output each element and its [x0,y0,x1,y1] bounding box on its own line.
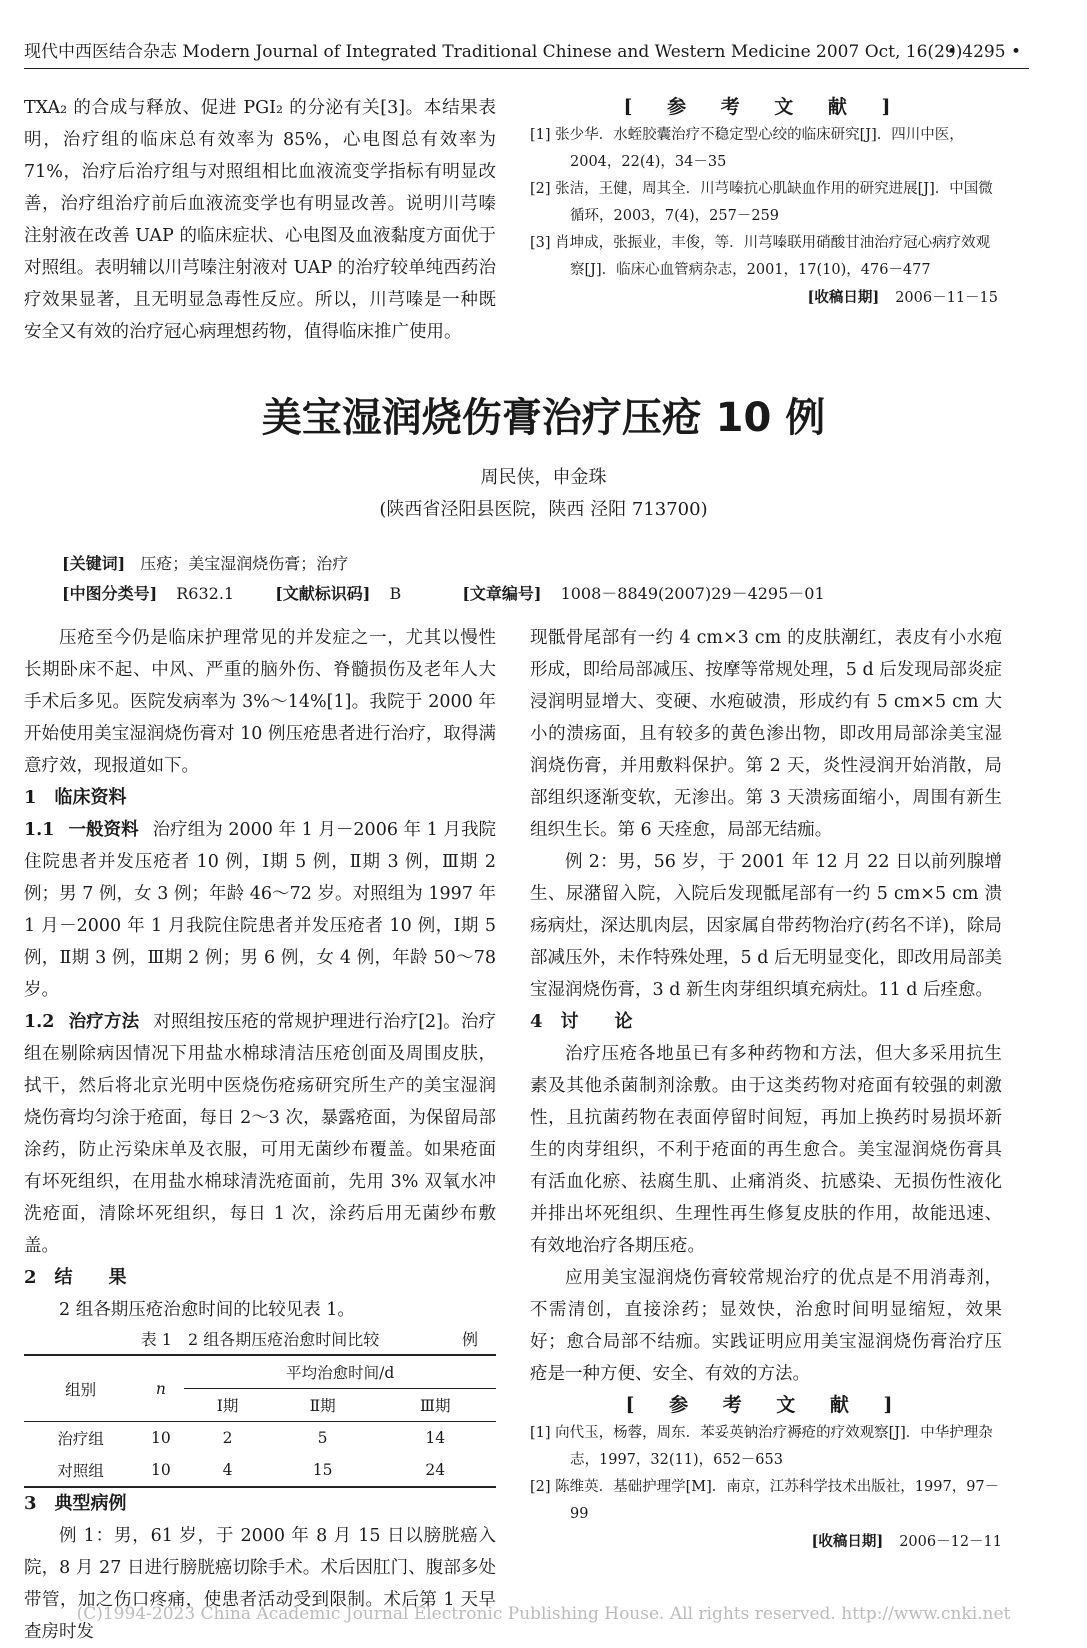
case-2-paragraph: 例 2：男，56 岁，于 2001 年 12 月 22 日以前列腺增生、尿潴留入院，入院后发现骶尾部有一约 5 cm×5 cm 溃疡病灶，深达肌肉层，因家属自带药物治疗(药名不详)，除局部减压外，未作特殊处理，5 d 后无明显变化，即改用局部美宝湿润烧伤膏，3 d 新生肉芽组织填充病灶。11 d 后痊愈。 [530,852,1002,1000]
section-heading: 1 临床资料 [24,787,127,808]
table-caption [24,1326,496,1354]
subsection-text: 治疗组为 2000 年 1 月－2006 年 1 月我院住院患者并发压疮者 10 例，Ⅰ期 5 例，Ⅱ期 3 例，Ⅲ期 2 例；男 7 例，女 3 例；年龄 46～72 岁。对照组为 1997 年 1 月－2000 年 1 月我院住院患者并发压疮者 10 例，Ⅰ期 5 例，Ⅱ期 3 例，Ⅲ期 2 例；男 6 例，女 4 例，年龄 50～78 岁。 [24,820,497,1000]
case-1-continued: 现骶骨尾部有一约 4 cm×3 cm 的皮肤潮红，表皮有小水疱形成，即给局部减压、按摩等常规处理，5 d 后发现局部炎症浸润明显增大、变硬、水疱破溃，形成约有 5 cm×5 cm 大小的溃疡面，且有较多的黄色渗出物，即改用局部涂美宝湿润烧伤膏，并用敷料保护。第 2 天，炎性浸润开始消散，局部组织逐渐变软，无渗出。第 3 天溃疡面缩小，周围有新生组织生长。第 6 天痊愈，局部无结痂。 [530,628,1002,840]
classification-line [62,582,825,606]
cell-value: 4 [222,1461,233,1479]
subsection-title: 一般资料 [68,820,139,840]
clc-label: [中图分类号] [62,584,158,603]
left-column [24,622,496,1648]
section-heading: 3 典型病例 [24,1493,127,1514]
page-number: • 4295 • [946,42,1021,62]
results-paragraph: 2 组各期压疮治愈时间的比较见表 1。 [59,1300,355,1320]
references-heading: [ 参 考 文 献 ] [625,1394,907,1416]
cell-value: 24 [425,1461,446,1479]
subsection-1-1 [24,814,496,1006]
reference-item: [1] 向代玉，杨蓉，周东．苯妥英钠治疗褥疮的疗效观察[J]．中华护理杂志，1997，32(11)，652－653 [530,1425,993,1468]
cell-value: 2 [222,1429,233,1447]
reference-item: [3] 肖坤成，张振业，丰俊，等．川芎嗪联用硝酸甘油治疗冠心病疗效观察[J]．临床心血管病杂志，2001，17(10)，476－477 [530,235,991,278]
prev-paragraph: TXA₂ 的合成与释放、促进 PGI₂ 的分泌有关[3]。本结果表明，治疗组的临床总有效率为 85%，心电图总有效率为 71%，治疗后治疗组与对照组相比血液流变学指标有明显改善，治疗组治疗前后血液流变学也有明显改善。说明川芎嗪注射液在改善 UAP 的临床症状、心电图及血液黏度方面优于对照组。表明辅以川芎嗪注射液对 UAP 的治疗较单纯西药治疗效果显著，且无明显急毒性反应。所以，川芎嗪是一种既安全又有效的治疗冠心病理想药物，值得临床推广使用。 [24,98,496,342]
subsection-text: 对照组按压疮的常规护理进行治疗[2]。治疗组在剔除病因情况下用盐水棉球清洁压疮创面及周围皮肤，拭干，然后将北京光明中医烧伤疮疡研究所生产的美宝湿润烧伤膏均匀涂于疮面，每日 2～3 次，暴露疮面，为保留局部涂药，防止污染床单及衣服，可用无菌纱布覆盖。如果疮面有坏死组织，在用盐水棉球清洗疮面前，先用 3% 双氧水冲洗疮面，清除坏死组织，每日 1 次，涂药后用无菌纱布敷盖。 [24,1012,497,1256]
prev-article-body [24,92,496,348]
col-header-stage: Ⅲ期 [375,1389,496,1422]
cell-value: 5 [317,1429,328,1447]
cell-value: 14 [425,1429,446,1447]
results-table [24,1354,496,1488]
references-heading: [ 参 考 文 献 ] [623,96,905,118]
journal-line: 现代中西医结合杂志 Modern Journal of Integrated Traditional Chinese and Western Medicine 2007 Oct, 16(29) [24,42,963,62]
doc-code: B [389,584,402,603]
clc-code: R632.1 [176,584,235,603]
article-authors: 周民侠，申金珠 [480,467,607,488]
received-label: [收稿日期] [811,1533,884,1550]
reference-item: [2] 张洁，王健，周其全．川芎嗪抗心肌缺血作用的研究进展[J]．中国微循环，2003，7(4)，257－259 [530,181,993,224]
received-label: [收稿日期] [807,289,880,306]
discussion-paragraph: 应用美宝湿润烧伤膏较常规治疗的优点是不用消毒剂，不需清创，直接涂药；显效快，治愈时间明显缩短，效果好；愈合局部不结痂。实践证明应用美宝湿润烧伤膏治疗压疮是一种方便、安全、有效的方法。 [530,1268,1002,1384]
cell-value: 15 [312,1461,333,1479]
reference-item: [2] 陈维英．基础护理学[M]．南京，江苏科学技术出版社，1997，97－99 [530,1479,1000,1522]
subsection-number: 1.1 [24,820,55,840]
section-heading: 4 讨 论 [530,1011,633,1032]
running-header [24,40,1029,69]
received-date-line [530,284,998,312]
col-header-time: 平均治愈时间/d [184,1355,496,1389]
cell-group: 治疗组 [57,1430,104,1448]
subsection-number: 1.2 [24,1012,55,1032]
cell-n: 10 [150,1429,171,1447]
subsection-1-2 [24,1006,496,1262]
subsection-title: 治疗方法 [68,1012,140,1032]
table-unit: 例 [461,1330,478,1349]
intro-paragraph: 压疮至今仍是临床护理常见的并发症之一，尤其以慢性长期卧床不起、中风、严重的脑外伤、脊髓损伤及老年人大手术后多见。医院发病率为 3%～14%[1]。我院于 2000 年开始使用美宝湿润烧伤膏对 10 例压疮患者进行治疗，取得满意疗效，现报道如下。 [24,628,496,776]
col-header-n: n [137,1355,184,1422]
table-row [24,1422,496,1455]
copyright-watermark: (C)1994-2023 China Academic Journal Electronic Publishing House. All rights reserved. http://www.cnki.net [76,1604,1011,1624]
doc-code-label: [文献标识码] [275,584,371,603]
reference-item: [1] 张少华．水蛭胶囊治疗不稳定型心绞的临床研究[J]．四川中医，2004，22(4)，34－35 [530,127,964,170]
article-no: 1008－8849(2007)29－4295－01 [560,584,825,603]
cell-group: 对照组 [57,1462,104,1480]
table-caption-text: 表 1 2 组各期压疮治愈时间比较 [140,1330,380,1349]
received-date: 2006－12－11 [899,1534,1002,1550]
article-title: 美宝湿润烧伤膏治疗压疮 10 例 [261,395,826,441]
article-affiliation: (陕西省泾阳县医院，陕西 泾阳 713700) [379,499,708,520]
received-date-line [530,1528,1002,1556]
cell-n: 10 [150,1461,171,1479]
table-row [24,1454,496,1487]
article-no-label: [文章编号] [462,584,542,603]
col-header-group: 组别 [24,1355,137,1422]
section-heading: 2 结 果 [24,1267,127,1288]
prev-article-refs [530,92,998,312]
right-column [530,622,1002,1556]
col-header-stage: Ⅰ期 [184,1389,270,1422]
col-header-stage: Ⅱ期 [271,1389,375,1422]
keywords-label: [关键词] [62,554,126,573]
keywords-line [62,552,348,576]
received-date: 2006－11－15 [895,290,998,306]
discussion-paragraph: 治疗压疮各地虽已有多种药物和方法，但大多采用抗生素及其他杀菌制剂涂敷。由于这类药物对疮面有较强的刺激性，且抗菌药物在表面停留时间短，再加上换药时易损坏新生的肉芽组织，不利于疮面的再生愈合。美宝湿润烧伤膏具有活血化瘀、祛腐生肌、止痛消炎、抗感染、无损伤性液化并排出坏死组织、生理性再生修复皮肤的作用，故能迅速、有效地治疗各期压疮。 [530,1044,1002,1256]
keywords: 压疮；美宝湿润烧伤膏；治疗 [140,554,349,573]
case-1-paragraph: 例 1：男，61 岁，于 2000 年 8 月 15 日以膀胱癌入院，8 月 27 日进行膀胱癌切除手术。术后因肛门、腹部多处带管，加之伤口疼痛，使患者活动受到限制。术后第 1 天早查房时发 [24,1526,496,1642]
